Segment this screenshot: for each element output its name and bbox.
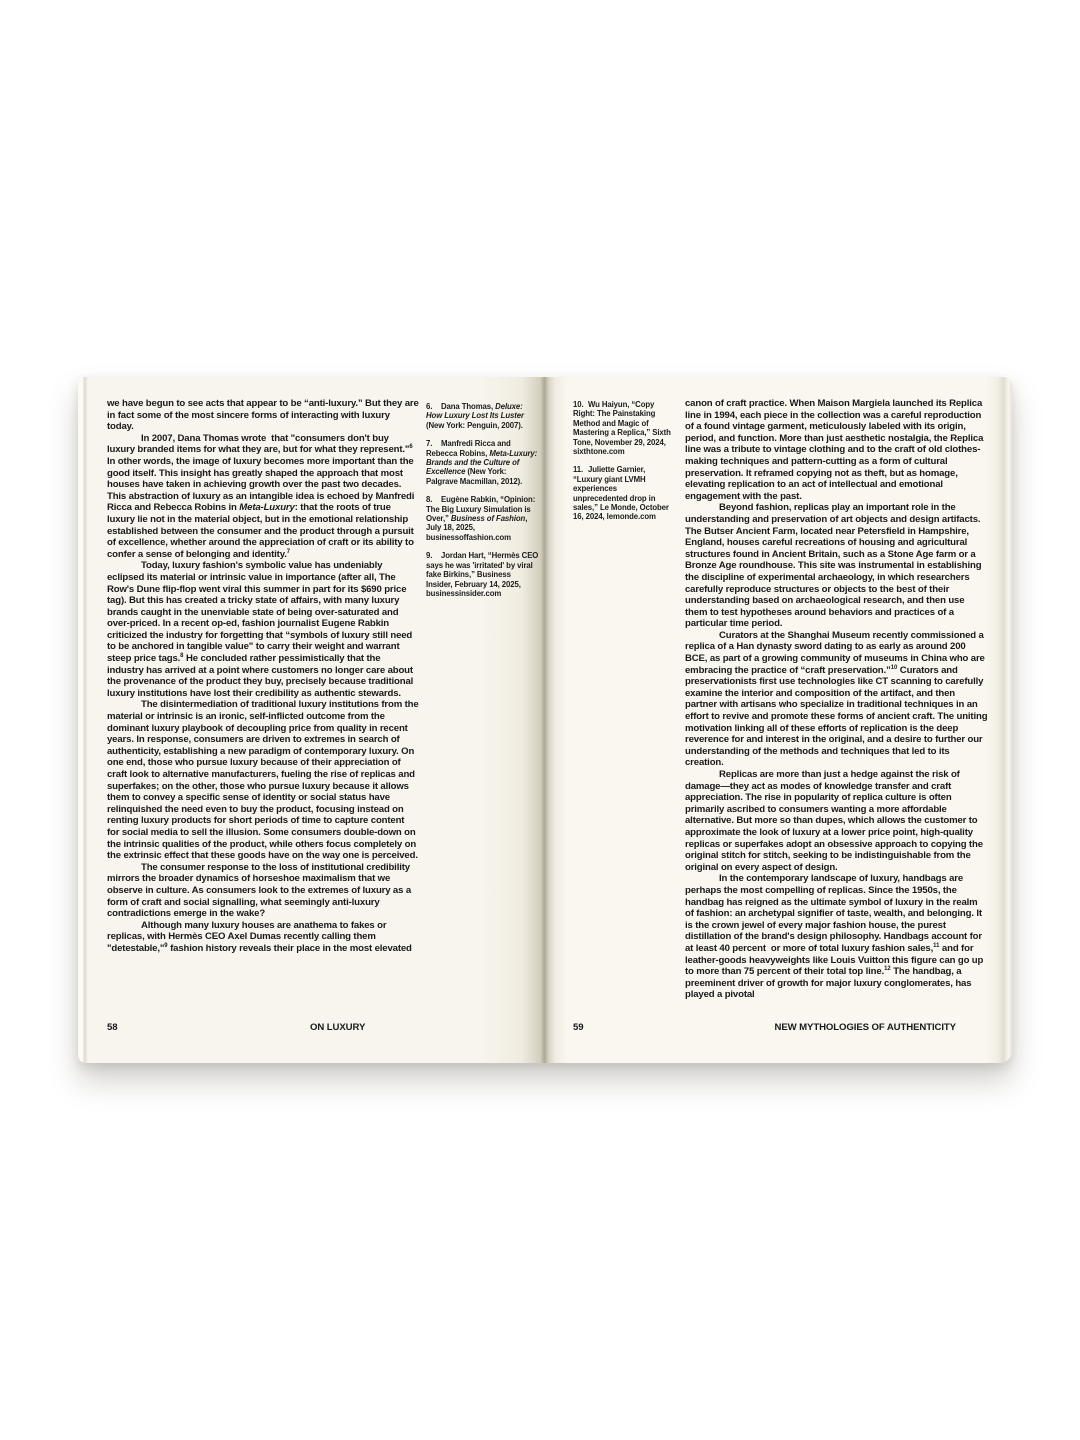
footnote [426, 495, 539, 542]
text-segment: fashion history reveals their place in the most elevated [167, 942, 412, 954]
text-segment: The consumer response to the loss of institutional credibility mirrors the broader dynamics of horseshoe maximalism that we observe in culture. As consumers look to the extremes of luxury as a form of craft and social signalling, what seemingly anti-luxury contradictions emerge in the wake? [107, 861, 412, 920]
body-paragraph [685, 398, 988, 502]
text-segment: Meta-Luxury: Brands and the Culture of Excellence [426, 448, 538, 477]
running-title-left: ON LUXURY [310, 1022, 366, 1033]
footnote [426, 439, 539, 486]
text-segment: Wu Haiyun, “Copy Right: The Painstaking Method and Magic of Mastering a Replica,” Sixth Tone, November 29, 2024, sixthtone.com [573, 400, 671, 457]
right-body-column [685, 398, 988, 1026]
text-segment: and for leather-goods heavyweights like Louis Vuitton this figure can go up to more than 75 percent of their total top line. [685, 942, 984, 978]
body-paragraph [107, 862, 419, 920]
page-right-content [545, 398, 1012, 1028]
footnote-number: 7. [426, 439, 433, 449]
text-segment: Replicas are more than just a hedge against the risk of damage—they act as modes of knowledge transfer and craft appreciation. The rise in popularity of replica culture is often primarily ascribed to consumers wanting a more affordable alternative. But more so than dupes, which allows the customer to approximate the look of luxury at a lower price point, high-quality replicas or superfakes adopt an obsessive approach to copying the original stitch for stitch, seeking to be indistinguishable from the original on every aspect of design. [685, 769, 983, 873]
footnote-reference: 12 [884, 965, 891, 972]
text-segment: Juliette Garnier, “Luxury giant LVMH experiences unprecedented drop in sales,” Le Monde, October 16, 2024, lemonde.com [573, 465, 669, 522]
text-segment: In other words, the image of luxury becomes more important than the good itself. This insight has greatly shaped the approach that most houses have taken in achieving growth over the past two decades. This abstraction of luxury as an intangible idea is echoed by Manfredi Ricca and Rebecca Robins in [107, 455, 415, 514]
text-segment: Dana Thomas, [441, 402, 496, 411]
footnote [573, 465, 672, 521]
footnote-reference: 10 [890, 664, 898, 671]
footnote-number: 11. [573, 465, 584, 475]
text-segment: Although many luxury houses are anathema to fakes or replicas, with Hermès CEO Axel Dumas recently calling them "detestable," [107, 919, 387, 954]
page-left [78, 377, 545, 1063]
text-segment: (New York: Palgrave Macmillan, 2012). [426, 467, 523, 486]
footnote-number: 9. [426, 551, 433, 561]
left-footnotes-column [426, 398, 539, 1030]
text-segment: Business of Fashion [450, 514, 526, 524]
footnote-number: 6. [426, 402, 433, 411]
body-paragraph [107, 433, 419, 561]
footnote-reference: 8 [180, 652, 184, 659]
right-footnotes-column [573, 398, 672, 1028]
body-paragraph [107, 699, 419, 861]
text-segment: Eugène Rabkin, “Opinion: The Big Luxury Simulation is Over,” [426, 495, 536, 524]
page-number-right: 59 [573, 1022, 584, 1033]
text-segment: Curators and preservationists first use technologies like CT scanning to carefully examine the interior and composition of the artifact, and then partner with artisans who specialize in traditional techniques in an effort to revive and promote these forms of ancient craft. The uniting motivation linking all of these efforts of replication is the deep reverence for and interest in the original, and a desire to further our understanding of the methods and techniques that led to its creation. [685, 664, 988, 769]
book-spread [78, 377, 1012, 1063]
page-right [545, 377, 1012, 1063]
body-paragraph [685, 502, 988, 630]
footnote-number: 8. [426, 495, 433, 505]
body-paragraph [107, 398, 419, 433]
text-segment: (New York: Penguin, 2007). [426, 420, 523, 430]
running-title-right: NEW MYTHOLOGIES OF AUTHENTICITY [774, 1022, 956, 1033]
footnote-reference: 7 [286, 548, 291, 555]
page-number-left: 58 [107, 1022, 118, 1033]
text-segment: , July 18, 2025, businessoffashion.com [426, 514, 528, 542]
body-paragraph [685, 630, 988, 769]
text-segment: Meta-Luxury [239, 502, 295, 514]
body-paragraph [685, 873, 988, 1001]
text-segment: Manfredi Ricca and Rebecca Robins, [426, 439, 511, 458]
text-segment: In the contemporary landscape of luxury, handbags are perhaps the most compelling of replicas. Since the 1950s, the handbag has reigned as the ultimate symbol of luxury in the realm of fashion: an archetypal signifier of taste, wealth, and belonging. It is the crown jewel of every major fashion house, the purest distillation of the brand's design philosophy. Handbags account for at least 40 percent or more of total luxury fashion sales, [685, 873, 982, 954]
page-left-content [78, 398, 545, 1030]
footnote-reference: 6 [409, 444, 413, 451]
text-segment: Beyond fashion, replicas play an important role in the understanding and preservation of art objects and design artifacts. The Butser Ancient Farm, located near Petersfield in Hampshire, England, houses careful recreations of housing and agricultural structures found in Ancient Britain, such as a Stone Age farm or a Bronze Age roundhouse. This site was instrumental in establishing the discipline of experimental archaeology, in which researchers carefully reproduce structures or objects to the best of their understanding based on archaeological research, and then use them to test hypotheses around behaviors and practices of a particular time period. [685, 502, 982, 630]
body-paragraph [107, 920, 419, 955]
body-paragraph [107, 560, 419, 699]
text-segment: The disintermediation of traditional luxury institutions from the material or intrinsic is an ironic, self-inflicted outcome from the dominant luxury playbook of decoupling price from quality in recent years. In response, consumers are driven to extremes in search of authenticity, establishing a new paradigm of contemporary luxury. On one end, those who pursue luxury because of their appreciation of craft look to alternative manufacturers, fueling the rise of replicas and superfakes; on the other, those who pursue luxury because it allows them to convey a specific sense of identity or social status have relinquished the need even to buy the product, focusing instead on renting luxury products for short periods of time to capture content for social media to sell the illusion. Some consumers double-down on the intrinsic qualities of the product, while others focus completely on the extrinsic effect that these goods have on the way one is perceived. [107, 699, 419, 862]
text-segment: : that the roots of true luxury lie not in the material object, but in the emotional relationship established between the consumer and the product through a pursuit of excellence, whether around the appreciation of craft or its ability to confer a sense of belonging and identity. [107, 502, 414, 560]
text-segment: Today, luxury fashion's symbolic value has undeniably eclipsed its material or intrinsic value in importance (after all, The Row's Dune flip-flop went viral this summer in part for its $690 price tag). But this has created a tricky state of affairs, with many luxury brands caught in the unenviable state of being over-saturated and over-priced. In a recent op-ed, fashion journalist Eugene Rabkin criticized the industry for forgetting that “symbols of luxury still need to be anchored in tangible value" to carry their weight and warrant steep price tags. [107, 560, 413, 665]
text-segment: In 2007, Dana Thomas wrote that "consumers don't buy luxury branded items for what they are, but for what they represent." [107, 432, 410, 456]
footnote-reference: 9 [164, 942, 168, 949]
text-segment: we have begun to see acts that appear to be “anti-luxury.” But they are in fact some of the most sincere forms of interacting with luxury today. [107, 398, 419, 433]
text-segment: He concluded rather pessimistically that the industry has arrived at a point where customers no longer care about the provenance of the product they buy, precisely because traditional luxury institutions have lost their credibility as authentic stewards. [107, 653, 414, 699]
text-segment: The handbag, a preeminent driver of growth for major luxury conglomerates, has played a pivotal [685, 966, 972, 1001]
right-page-footer [545, 1022, 1012, 1035]
left-body-column [107, 398, 419, 1026]
text-segment: canon of craft practice. When Maison Margiela launched its Replica line in 1994, each piece in the collection was a careful reproduction of a found vintage garment, meticulously labeled with its origin, period, and function. More than just aesthetic nostalgia, the Replica line was a tribute to vintage clothing and to the craft of old clothes-making techniques and pattern-cutting as a form of cultural preservation. It reframed copying not as theft, but as homage, elevating replication to an act of intellectual and emotional engagement with the past. [685, 398, 984, 502]
footnote-reference: 11 [933, 942, 940, 949]
text-segment: Curators at the Shanghai Museum recently commissioned a replica of a Han dynasty sword dating to as early as around 200 BCE, as part of a growing community of museums in China who are embracing the practice of “craft preservation.” [685, 629, 985, 676]
left-page-footer [78, 1022, 545, 1035]
text-segment: Deluxe: How Luxury Lost Its Luster [426, 402, 524, 421]
footnote [573, 400, 672, 456]
footnote-number: 10. [573, 400, 584, 409]
footnote [426, 551, 539, 598]
footnote [426, 402, 539, 430]
text-segment: Jordan Hart, “Hermès CEO says he was 'irritated' by viral fake Birkins,” Business Insider, February 14, 2025, businessinsider.com [426, 551, 539, 598]
body-paragraph [685, 769, 988, 873]
